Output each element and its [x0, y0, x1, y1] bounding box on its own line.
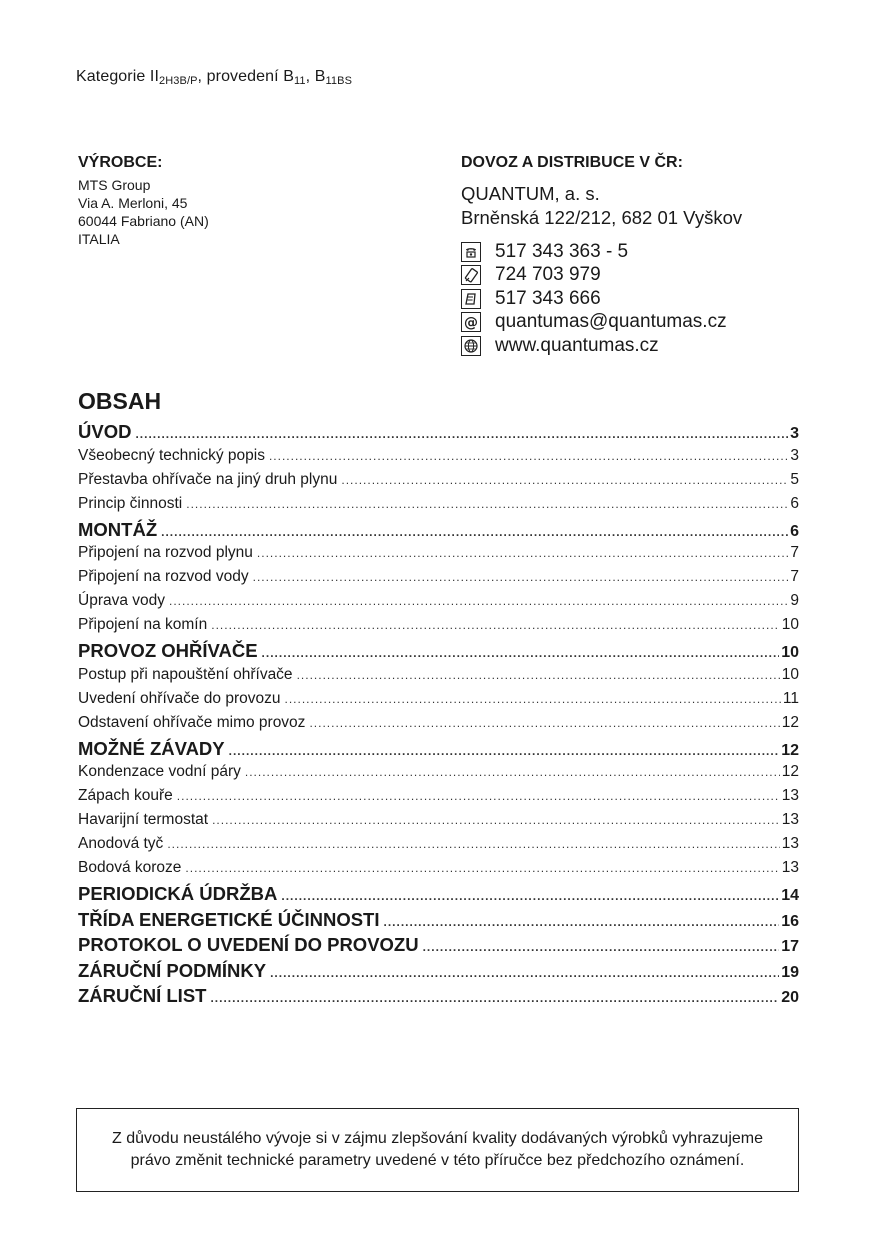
- contact-email-value[interactable]: quantumas@quantumas.cz: [495, 311, 727, 333]
- toc-entry-label: Všeobecný technický popis: [78, 446, 265, 464]
- toc-leader-dots: [281, 889, 779, 903]
- toc-leader-dots: [211, 618, 780, 632]
- toc-leader-dots: [135, 427, 788, 441]
- toc-entry-page: 13: [781, 859, 799, 876]
- toc-entry-page: 13: [781, 811, 799, 828]
- toc-leader-dots: [262, 646, 780, 660]
- notice-text: Z důvodu neustálého vývoje si v zájmu zlepšování kvality dodávaných výrobků vyhrazujeme právo změnit technické parametry uvedené v této příručce bez předchozího oznámení.: [112, 1130, 763, 1169]
- toc-subsection-entry[interactable]: [78, 666, 799, 690]
- toc-entry-page: 10: [781, 644, 799, 661]
- toc-entry-label: Postup při napouštění ohřívače: [78, 665, 293, 683]
- toc-entry-label: Úprava vody: [78, 592, 166, 609]
- toc-leader-dots: [169, 594, 788, 608]
- toc-leader-dots: [210, 991, 779, 1005]
- toc-entry-page: 14: [781, 887, 799, 904]
- contact-fax-value[interactable]: 517 343 666: [495, 287, 601, 309]
- toc-leader-dots: [186, 497, 788, 511]
- toc-entry-page: 19: [781, 963, 799, 981]
- toc-entry-page: 3: [790, 446, 799, 464]
- toc-entry-page: 11: [782, 689, 799, 707]
- manufacturer-line: Via A. Merloni, 45: [78, 195, 188, 211]
- contact-mobile-value[interactable]: 724 703 979: [495, 264, 601, 286]
- category-prefix: Kategorie II: [76, 68, 160, 85]
- toc-entry-page: 13: [781, 835, 799, 852]
- toc-entry-label: Přestavba ohřívače na jiný druh plynu: [78, 470, 338, 488]
- toc-subsection-entry[interactable]: [78, 811, 799, 835]
- manufacturer-line: 60044 Fabriano (AN): [78, 213, 209, 229]
- email-icon: [461, 312, 481, 332]
- toc-leader-dots: [257, 546, 788, 560]
- toc-section-entry[interactable]: [78, 421, 799, 447]
- toc-entry-page: 6: [790, 522, 799, 540]
- toc-entry-page: 9: [790, 592, 799, 609]
- category-line: [76, 68, 352, 86]
- toc-entry-label: PERIODICKÁ ÚDRŽBA: [78, 883, 278, 904]
- toc-entry-label: Anodová tyč: [78, 835, 164, 852]
- toc-entry-page: 17: [781, 938, 799, 955]
- distributor-address: Brněnská 122/212, 682 01 Vyškov: [461, 207, 743, 228]
- distributor-name: QUANTUM, a. s.: [461, 183, 600, 204]
- contact-phone: [461, 240, 742, 264]
- toc-entry-page: 10: [781, 616, 799, 633]
- category-sub-b11: 11: [294, 75, 306, 87]
- toc-entry-page: 10: [781, 665, 799, 683]
- toc-subsection-entry[interactable]: [78, 859, 799, 883]
- manufacturer-block: [78, 154, 209, 248]
- contact-mobile: [461, 264, 742, 288]
- contact-list: [461, 240, 742, 358]
- contact-fax: [461, 287, 742, 311]
- toc-leader-dots: [269, 449, 788, 463]
- manufacturer-heading: VÝROBCE:: [78, 154, 163, 171]
- toc-entry-label: Uvedení ohřívače do provozu: [78, 689, 281, 707]
- toc-entry-label: Připojení na rozvod vody: [78, 568, 249, 585]
- fax-icon: [461, 289, 481, 309]
- toc-subsection-entry[interactable]: [78, 568, 799, 592]
- toc-subsection-entry[interactable]: [78, 447, 799, 471]
- toc-subsection-entry[interactable]: [78, 495, 799, 519]
- toc-entry-page: 12: [781, 763, 799, 780]
- toc-subsection-entry[interactable]: [78, 690, 799, 714]
- toc-section-entry[interactable]: [78, 909, 799, 935]
- toc-leader-dots: [309, 716, 779, 730]
- toc-entry-page: 5: [790, 470, 799, 488]
- toc-entry-label: Bodová koroze: [78, 859, 182, 876]
- toc-rows: [78, 421, 799, 1011]
- toc-section-entry[interactable]: [78, 985, 799, 1011]
- toc-entry-label: MOŽNÉ ZÁVADY: [78, 737, 225, 759]
- toc-entry-label: ÚVOD: [78, 421, 132, 442]
- category-sep: , B: [305, 68, 326, 85]
- toc-section-entry[interactable]: [78, 883, 799, 909]
- toc-entry-page: 16: [781, 912, 799, 930]
- toc-section-entry[interactable]: [78, 738, 799, 764]
- toc-section-entry[interactable]: [78, 519, 799, 545]
- toc-entry-label: Připojení na rozvod plynu: [78, 544, 253, 561]
- toc-entry-page: 7: [790, 544, 799, 561]
- toc-entry-label: ZÁRUČNÍ PODMÍNKY: [78, 959, 267, 981]
- toc-entry-page: 13: [781, 787, 799, 804]
- toc-leader-dots: [384, 915, 780, 929]
- toc-subsection-entry[interactable]: [78, 835, 799, 859]
- toc-subsection-entry[interactable]: [78, 592, 799, 616]
- toc-entry-label: TŘÍDA ENERGETICKÉ ÚČINNOSTI: [78, 908, 380, 930]
- toc-entry-page: 12: [781, 741, 799, 759]
- toc-leader-dots: [161, 525, 788, 539]
- toc-subsection-entry[interactable]: [78, 616, 799, 640]
- toc-subsection-entry[interactable]: [78, 787, 799, 811]
- toc-leader-dots: [270, 966, 779, 980]
- manufacturer-line: ITALIA: [78, 231, 120, 247]
- table-of-contents: [78, 388, 799, 1011]
- toc-entry-label: Odstavení ohřívače mimo provoz: [78, 713, 306, 731]
- toc-entry-label: Připojení na komín: [78, 616, 208, 633]
- toc-leader-dots: [297, 668, 780, 682]
- svg-text:@: @: [464, 315, 478, 331]
- toc-section-entry[interactable]: [78, 934, 799, 960]
- toc-leader-dots: [253, 570, 789, 584]
- web-icon: [461, 336, 481, 356]
- toc-title: OBSAH: [78, 388, 162, 414]
- toc-leader-dots: [177, 789, 780, 803]
- distributor-heading: DOVOZ A DISTRIBUCE V ČR:: [461, 154, 683, 171]
- toc-entry-page: 6: [790, 494, 799, 512]
- toc-entry-page: 7: [790, 568, 799, 585]
- toc-leader-dots: [229, 744, 780, 758]
- toc-entry-label: PROTOKOL O UVEDENÍ DO PROVOZU: [78, 934, 419, 955]
- toc-leader-dots: [185, 861, 779, 875]
- toc-leader-dots: [284, 692, 780, 706]
- contact-phone-value[interactable]: 517 343 363 - 5: [495, 240, 629, 262]
- toc-subsection-entry[interactable]: [78, 714, 799, 738]
- toc-subsection-entry[interactable]: [78, 544, 799, 568]
- distributor-block: [461, 154, 742, 358]
- toc-entry-label: Princip činnosti: [78, 494, 183, 512]
- toc-leader-dots: [423, 940, 780, 954]
- toc-entry-label: ZÁRUČNÍ LIST: [78, 985, 207, 1006]
- toc-leader-dots: [212, 813, 780, 827]
- toc-section-entry[interactable]: [78, 640, 799, 666]
- toc-leader-dots: [245, 765, 780, 779]
- toc-entry-label: Zápach kouře: [78, 787, 173, 804]
- category-sub-b11bs: 11BS: [325, 75, 353, 87]
- toc-entry-page: 20: [781, 989, 799, 1006]
- toc-subsection-entry[interactable]: [78, 471, 799, 495]
- toc-leader-dots: [167, 837, 779, 851]
- toc-section-entry[interactable]: [78, 960, 799, 986]
- toc-entry-label: MONTÁŽ: [78, 518, 158, 540]
- mobile-icon: [461, 265, 481, 285]
- contact-web-value[interactable]: www.quantumas.cz: [495, 334, 659, 356]
- contact-web: [461, 334, 742, 358]
- toc-subsection-entry[interactable]: [78, 763, 799, 787]
- toc-entry-label: Havarijní termostat: [78, 811, 209, 828]
- phone-icon: [461, 242, 481, 262]
- toc-entry-page: 3: [790, 425, 799, 442]
- toc-entry-label: Kondenzace vodní páry: [78, 763, 241, 780]
- category-mid: , provedení B: [197, 68, 295, 85]
- toc-leader-dots: [341, 473, 788, 487]
- manufacturer-line: MTS Group: [78, 177, 151, 193]
- toc-entry-label: PROVOZ OHŘÍVAČE: [78, 640, 258, 661]
- notice-box: [76, 1108, 799, 1192]
- toc-entry-page: 12: [781, 713, 799, 731]
- contact-email: [461, 311, 742, 335]
- category-sub-gas: 2H3B/P: [159, 75, 198, 87]
